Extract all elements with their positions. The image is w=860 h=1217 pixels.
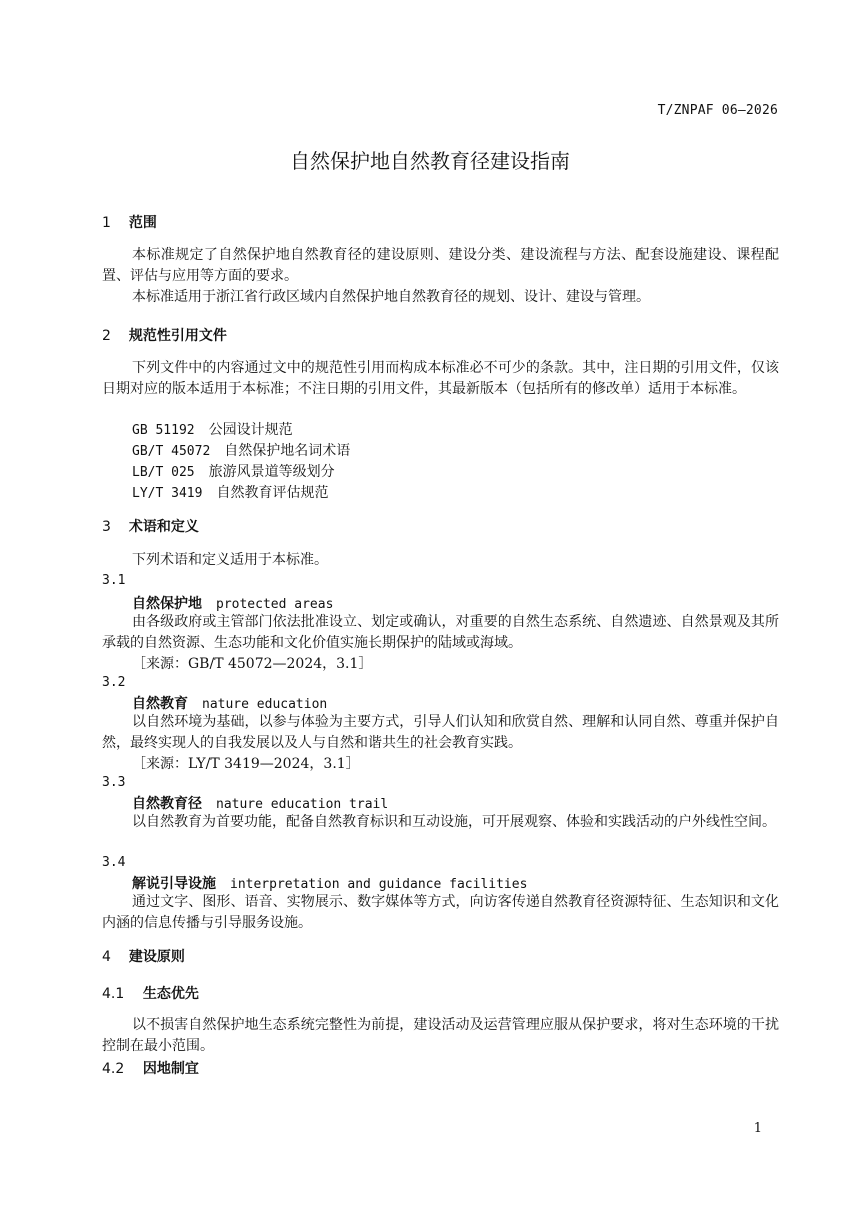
reference-code: GB/T 45072 xyxy=(132,444,211,459)
reference-name: 自然教育评估规范 xyxy=(216,485,329,501)
page-title: 自然保护地自然教育径建设指南 xyxy=(290,149,570,173)
term-number: 3.1 xyxy=(102,573,126,588)
section-number: 2 xyxy=(102,328,111,344)
term-chinese: 自然教育 xyxy=(132,696,188,712)
section-4-heading xyxy=(102,946,185,966)
reference-name: 公园设计规范 xyxy=(208,422,293,438)
term-definition: 由各级政府或主管部门依法批准设立、划定或确认，对重要的自然生态系统、自然遗迹、自然景观及其所承载的自然资源、生态功能和文化价值实施长期保护的陆域或海域。 xyxy=(102,614,779,651)
subsection-4-1-heading xyxy=(102,983,199,1003)
subsection-title: 因地制宜 xyxy=(142,1061,199,1077)
section-number: 1 xyxy=(102,215,111,231)
section-number: 3 xyxy=(102,519,111,535)
subsection-4-2-heading xyxy=(102,1058,199,1078)
reference-name: 旅游风景道等级划分 xyxy=(208,464,335,480)
term-number: 3.2 xyxy=(102,675,126,690)
term-english: protected areas xyxy=(216,597,334,612)
section-number: 4 xyxy=(102,949,111,965)
reference-item xyxy=(132,420,293,441)
section-title: 范围 xyxy=(128,215,157,231)
term-english: interpretation and guidance facilities xyxy=(230,877,528,892)
term-number: 3.4 xyxy=(102,855,126,870)
reference-name: 自然保护地名词术语 xyxy=(224,443,351,459)
term-chinese: 解说引导设施 xyxy=(132,876,216,892)
term-heading xyxy=(132,793,388,813)
reference-code: GB 51192 xyxy=(132,423,195,438)
subsection-title: 生态优先 xyxy=(142,986,199,1002)
reference-item xyxy=(132,441,350,462)
reference-item xyxy=(132,483,328,504)
section-title: 术语和定义 xyxy=(128,519,199,535)
term-number: 3.3 xyxy=(102,775,126,790)
section-2-heading xyxy=(102,325,227,345)
term-source: ［来源：LY/T 3419—2024，3.1］ xyxy=(132,756,360,772)
reference-item xyxy=(132,462,335,483)
term-heading xyxy=(132,873,527,893)
subsection-number: 4.2 xyxy=(102,1061,125,1077)
paragraph: 以不损害自然保护地生态系统完整性为前提，建设活动及运营管理应服从保护要求，将对生态环境的干扰控制在最小范围。 xyxy=(102,1017,779,1054)
section-1-heading xyxy=(102,212,157,232)
term-chinese: 自然保护地 xyxy=(132,596,202,612)
paragraph: 下列文件中的内容通过文中的规范性引用而构成本标准必不可少的条款。其中，注日期的引用文件，仅该日期对应的版本适用于本标准；不注日期的引用文件，其最新版本（包括所有的修改单）适用于本标准。 xyxy=(102,360,779,397)
paragraph: 本标准规定了自然保护地自然教育径的建设原则、建设分类、建设流程与方法、配套设施建设、课程配置、评估与应用等方面的要求。 xyxy=(102,247,779,284)
reference-code: LB/T 025 xyxy=(132,465,195,480)
document-id: T/ZNPAF 06—2026 xyxy=(657,103,778,118)
term-source: ［来源：GB/T 45072—2024，3.1］ xyxy=(132,656,373,672)
term-definition: 通过文字、图形、语音、实物展示、数字媒体等方式，向访客传递自然教育径资源特征、生态知识和文化内涵的信息传播与引导服务设施。 xyxy=(102,894,779,931)
paragraph: 下列术语和定义适用于本标准。 xyxy=(132,552,328,568)
section-title: 规范性引用文件 xyxy=(128,328,227,344)
section-title: 建设原则 xyxy=(128,949,185,965)
subsection-number: 4.1 xyxy=(102,986,125,1002)
term-heading xyxy=(132,693,327,713)
term-chinese: 自然教育径 xyxy=(132,796,202,812)
section-3-heading xyxy=(102,516,199,536)
term-heading xyxy=(132,593,333,613)
term-definition: 以自然环境为基础，以参与体验为主要方式，引导人们认知和欣赏自然、理解和认同自然、尊重并保护自然，最终实现人的自我发展以及人与自然和谐共生的社会教育实践。 xyxy=(102,714,779,751)
term-definition: 以自然教育为首要功能，配备自然教育标识和互动设施，可开展观察、体验和实践活动的户外线性空间。 xyxy=(132,814,776,830)
paragraph: 本标准适用于浙江省行政区域内自然保护地自然教育径的规划、设计、建设与管理。 xyxy=(132,289,650,305)
term-english: nature education xyxy=(202,697,328,712)
term-english: nature education trail xyxy=(216,797,389,812)
reference-code: LY/T 3419 xyxy=(132,486,203,501)
page-number: 1 xyxy=(753,1121,762,1136)
